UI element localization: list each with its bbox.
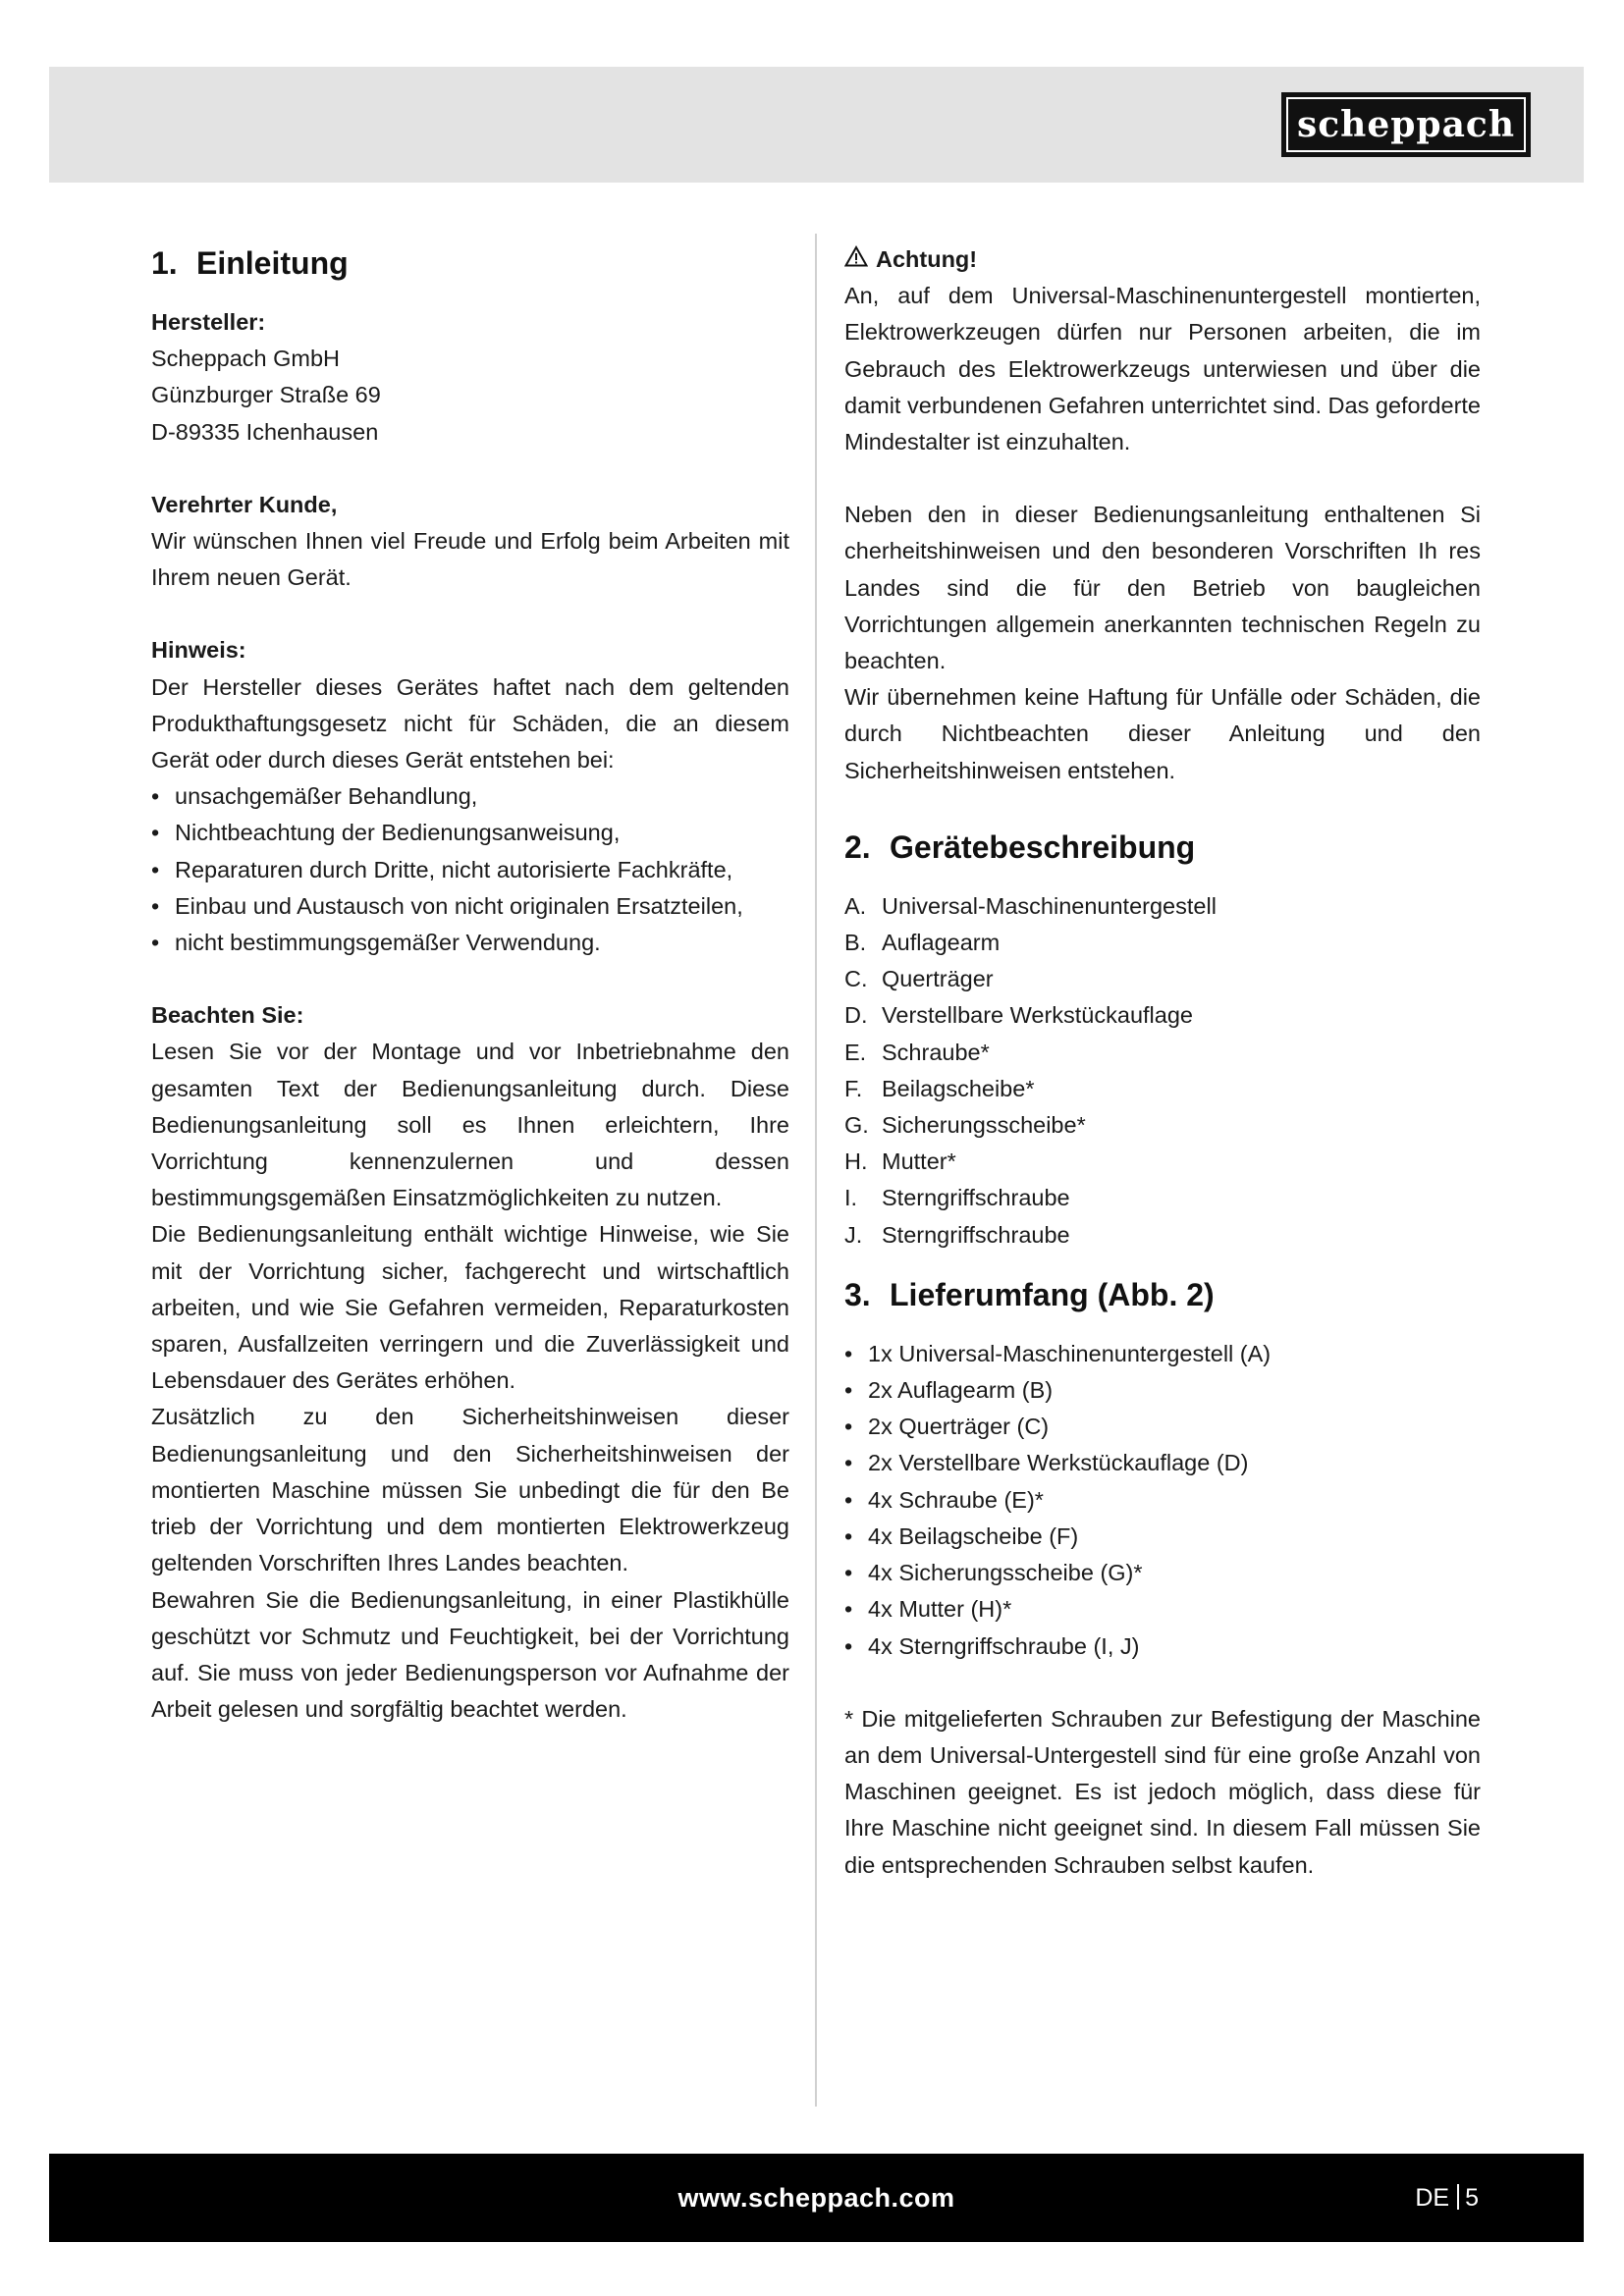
note-heading: Hinweis: <box>151 637 246 664</box>
note-text: Der Hersteller dieses Gerätes haftet nach dem geltenden Produkthaftungsgesetz nicht für Schäden, die an diesem Gerät oder durch dieses Gerät entstehen bei: <box>151 673 789 774</box>
left-column <box>151 241 789 1728</box>
warning-title: Achtung! <box>844 241 977 278</box>
list-item: J. Sterngriffschraube <box>844 1221 1070 1248</box>
rules-paragraph: Neben den in dieser Bedienungsanleitung enthaltenen Si cherheitshinweisen und den besonderen Vorschriften Ih res Landes sind die für den Betrieb von baugleichen Vorrichtungen allgemein anerkannten technischen Regeln zu beachten. <box>844 502 1481 674</box>
list-item: G. Sicherungsscheibe* <box>844 1112 1086 1139</box>
note-list <box>151 778 789 961</box>
warning-text: An, auf dem Universal-Maschinenuntergestell montierten, Elektrowerkzeugen dürfen nur Personen arbeiten, die im Gebrauch des Elektrowerkzeugs unterwiesen und über die damit verbundenen Gefahren unterrichtet sind. Das geforderte Mindestalter ist einzuhalten. <box>844 283 1481 455</box>
list-item: • 4x Sterngriffschraube (I, J) <box>844 1629 1481 1665</box>
section-heading-lieferumfang: 3. Lieferumfang (Abb. 2) <box>844 1276 1215 1312</box>
list-item: I. Sterngriffschraube <box>844 1185 1070 1211</box>
manufacturer-line: Günzburger Straße 69 <box>151 382 381 408</box>
list-item: B. Auflagearm <box>844 930 1001 956</box>
list-item: • 4x Schraube (E)* <box>844 1482 1481 1519</box>
observe-paragraph: Lesen Sie vor der Montage und vor Inbetriebnahme den gesamten Text der Bedienungsanleitung durch. Diese Bedienungsanleitung soll es Ihnen erleichtern, Ihre Vorrichtung kennenzulernen und dessen bestimmungsgemäßen Einsatzmöglichkeiten zu nutzen. <box>151 1039 789 1211</box>
observe-heading: Beachten Sie: <box>151 1002 304 1029</box>
list-item: H. Mutter* <box>844 1148 956 1175</box>
list-item: • 4x Beilagscheibe (F) <box>844 1519 1481 1555</box>
manufacturer-line: D-89335 Ichenhausen <box>151 418 379 445</box>
list-item: • 2x Querträger (C) <box>844 1409 1481 1445</box>
list-item: A. Universal-Maschinenuntergestell <box>844 892 1217 919</box>
list-item: • Einbau und Austausch von nicht originalen Ersatzteilen, <box>151 888 789 925</box>
rules-paragraph: Wir übernehmen keine Haftung für Unfälle oder Schäden, die durch Nichtbeachten dieser Anleitung und den Sicherheitshinweisen entstehen. <box>844 684 1481 783</box>
list-item: D. Verstellbare Werkstückauflage <box>844 1002 1193 1029</box>
list-item: • 2x Verstellbare Werkstückauflage (D) <box>844 1445 1481 1481</box>
list-item: • unsachgemäßer Behandlung, <box>151 778 789 815</box>
list-item: F. Beilagscheibe* <box>844 1075 1035 1101</box>
list-item: • 2x Auflagearm (B) <box>844 1372 1481 1409</box>
list-item: • nicht bestimmungsgemäßer Verwendung. <box>151 925 789 961</box>
right-column <box>844 241 1481 1884</box>
delivery-list <box>844 1336 1481 1665</box>
footnote: * Die mitgelieferten Schrauben zur Befestigung der Maschine an dem Universal-Untergestell sind für eine große Anzahl von Maschinen geeignet. Es ist jedoch möglich, dass diese für Ihre Maschine nicht geeignet sind. In diesem Fall müssen Sie die entsprechenden Schrauben selbst kaufen. <box>844 1705 1481 1878</box>
list-item: • Nichtbeachtung der Bedienungsanweisung, <box>151 815 789 851</box>
warning-triangle-icon <box>844 241 868 278</box>
page-header <box>49 67 1584 183</box>
customer-heading: Verehrter Kunde, <box>151 491 338 517</box>
page-footer <box>49 2154 1584 2242</box>
scheppach-logo: scheppach <box>1281 92 1531 157</box>
observe-paragraph: Zusätzlich zu den Sicherheitshinweisen dieser Bedienungsanleitung und den Sicherheitshinweisen der montierten Maschine müssen Sie unbedingt die für den Be trieb der Vorrichtung und dem montierten Elektrowerkzeug geltenden Vorschriften Ihres Landes beachten. <box>151 1404 789 1576</box>
list-item: • 4x Sicherungsscheibe (G)* <box>844 1555 1481 1591</box>
list-item: • 1x Universal-Maschinenuntergestell (A) <box>844 1336 1481 1372</box>
manufacturer-heading: Hersteller: <box>151 309 266 335</box>
customer-text: Wir wünschen Ihnen viel Freude und Erfolg beim Arbeiten mit Ihrem neuen Gerät. <box>151 528 789 591</box>
observe-paragraph: Die Bedienungsanleitung enthält wichtige Hinweise, wie Sie mit der Vorrichtung sicher, fachgerecht und wirtschaftlich arbeiten, und wie Sie Gefahren vermeiden, Reparaturkosten sparen, Ausfallzeiten verringern und die Zuverlässigkeit und Lebensdauer des Gerätes erhöhen. <box>151 1221 789 1394</box>
column-divider <box>815 234 817 2107</box>
parts-list <box>844 888 1481 1254</box>
page-number: DE 5 <box>1415 2184 1479 2212</box>
section-heading-einleitung: 1. Einleitung <box>151 245 349 281</box>
manufacturer-line: Scheppach GmbH <box>151 346 341 372</box>
section-heading-geraetebeschreibung: 2. Gerätebeschreibung <box>844 828 1196 865</box>
list-item: E. Schraube* <box>844 1039 990 1065</box>
list-item: • Reparaturen durch Dritte, nicht autorisierte Fachkräfte, <box>151 852 789 888</box>
website-link[interactable]: www.scheppach.com <box>677 2183 955 2213</box>
list-item: • 4x Mutter (H)* <box>844 1591 1481 1628</box>
observe-paragraph: Bewahren Sie die Bedienungsanleitung, in einer Plastikhülle geschützt vor Schmutz und Feuchtigkeit, bei der Vorrichtung auf. Sie muss von jeder Bedienungsperson vor Aufnahme der Arbeit gelesen und sorgfältig beachtet werden. <box>151 1586 789 1723</box>
list-item: C. Querträger <box>844 966 994 992</box>
